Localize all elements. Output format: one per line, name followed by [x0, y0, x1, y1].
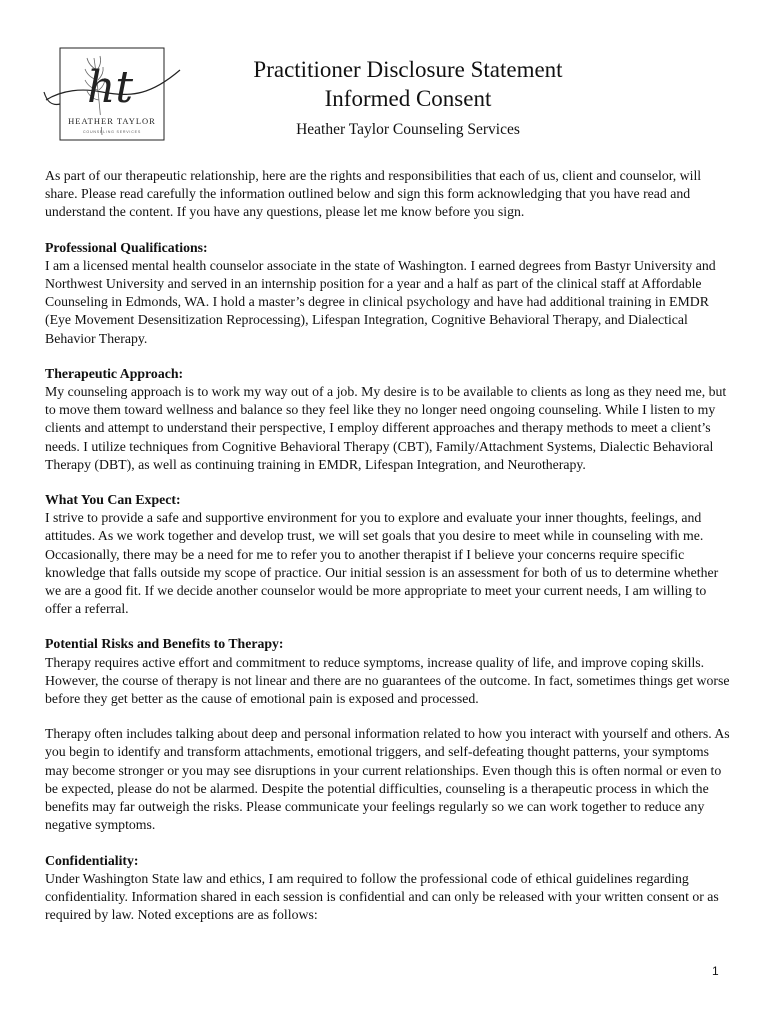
logo-tagline: COUNSELING SERVICES [82, 130, 142, 134]
risks-body-2: Therapy often includes talking about deep and personal information related to how you interact with yourself and others. As you begin to identify and transform attachments, emotional triggers, and self-defeating thought patterns, your symptoms may become stronger or you may see disruptions in your current relationships. Even though this is often normal or even to be expected, please do not be alarmed. Despite the potential difficulties, counseling is a therapeutic process in which the benefits may far outweigh the risks. Please communicate your feelings regularly so we can work together to reduce any negative symptoms. [45, 726, 730, 833]
title-line-2: Informed Consent [324, 86, 492, 111]
risks-body-1: Therapy requires active effort and commitment to reduce symptoms, increase quality of life, and improve coping skills. However, the course of therapy is not linear and there are no guarantees of the outcome. In fact, sometimes things get worse before they get better as the cause of emotional pain is exposed and processed. [45, 654, 730, 707]
title-line-1: Practitioner Disclosure Statement [253, 57, 563, 82]
approach-body: My counseling approach is to work my way out of a job. My desire is to be available to clients as long as they need me, but to move them toward wellness and balance so they feel like they no longer need ongoing counseling. While I listen to my clients and attempt to understand their perspective, I employ different approaches and therapy methods to meet a client’s needs. I utilize techniques from Cognitive Behavioral Therapy (CBT), Family/Attachment Systems, Dialectic Behavioral Therapy (DBT), as well as continuing training in EMDR, Lifespan Integration, and Neurotherapy. [45, 384, 727, 472]
page-number: 1 [712, 964, 719, 978]
expect-body: I strive to provide a safe and supportive environment for you to explore and evaluate your inner thoughts, feelings, and attitudes. As we work together and develop trust, we will set goals that you desire to meet while in counseling with me. Occasionally, there may be a need for me to refer you to another therapist if I believe your concerns require specific knowledge that falls outside my scope of practice. Our initial session is an assessment for both of us to determine whether we are a good fit. If we decide another counselor would be more appropriate to meet your current needs, I am willing to offer a referral. [45, 510, 719, 617]
document-title [200, 55, 616, 113]
document-subtitle: Heather Taylor Counseling Services [296, 121, 520, 138]
logo [42, 40, 182, 150]
logo-monogram: ht [86, 62, 134, 113]
qualifications-heading: Professional Qualifications: [45, 239, 208, 255]
confidentiality-body: Under Washington State law and ethics, I am required to follow the professional code of ethical guidelines regarding confidentiality. Information shared in each session is confidential and can only be released with your written consent or as required by law. Noted exceptions are as follows: [45, 870, 719, 923]
confidentiality-heading: Confidentiality: [45, 852, 139, 868]
qualifications-body: I am a licensed mental health counselor associate in the state of Washington. I earned degrees from Bastyr University and Northwest University and served in an internship position for a year and a half as part of the clinical staff at Affordable Counseling in Edmonds, WA. I hold a master’s degree in clinical psychology and have had additional training in EMDR (Eye Movement Desensitization Reprocessing), Lifespan Integration, Cognitive Behavioral Therapy, and Dialectical Behavior Therapy. [45, 257, 716, 346]
title-block [200, 55, 616, 139]
logo-name: HEATHER TAYLOR [68, 116, 156, 126]
intro-paragraph: As part of our therapeutic relationship, here are the rights and responsibilities that each of us, client and counselor, will share. Please read carefully the information outlined below and sign this form acknowledging that you have read and understand the content. If you have any questions, please let me know before you sign. [45, 168, 702, 220]
expect-heading: What You Can Expect: [45, 492, 181, 508]
risks-heading: Potential Risks and Benefits to Therapy: [45, 636, 284, 652]
approach-heading: Therapeutic Approach: [45, 365, 184, 381]
document-body [45, 167, 735, 924]
